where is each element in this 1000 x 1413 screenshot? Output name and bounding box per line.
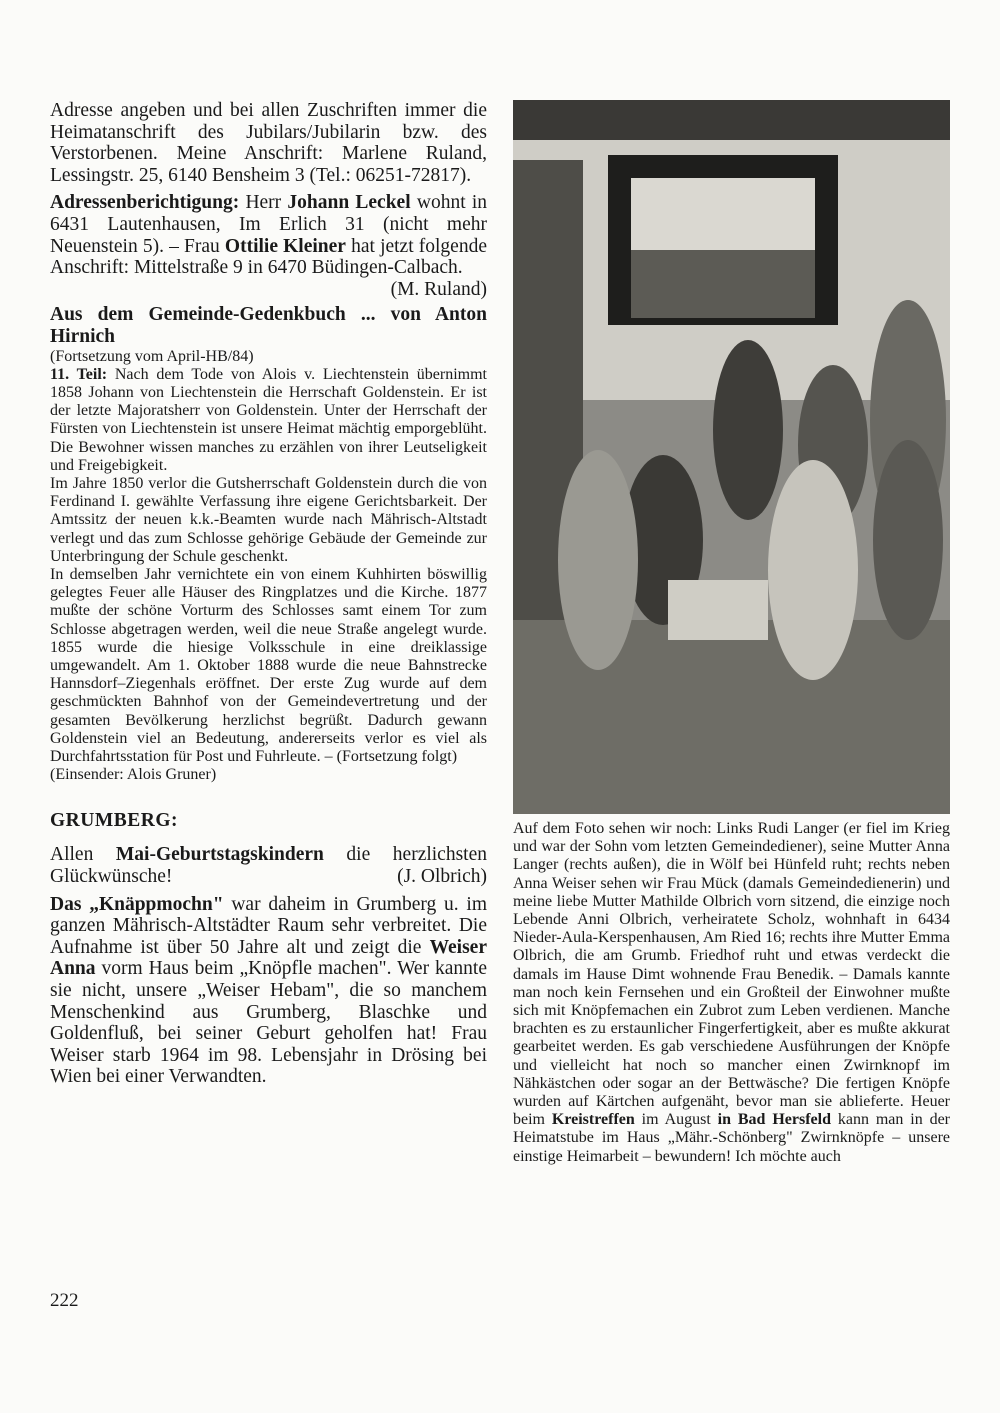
- text-span: kann man in der Heimatstube im Haus „Mähr.-Schönberg" Zwirnknöpfe – unsere einstige Heimarbeit – bewundern! Ich möchte auch: [513, 1111, 951, 1165]
- text-span: war daheim in Grumberg u. im ganzen Mährisch-Altstädter Raum sehr verbreitet. Die Aufnahme ist über 50 Jahre alt und zeigt die: [50, 893, 487, 958]
- photo-caption: [513, 820, 950, 1166]
- article-heading: Aus dem Gemeinde-Gedenkbuch ... von Anton Hirnich: [50, 304, 487, 347]
- bold-text: Adressenberichtigung:: [50, 192, 240, 214]
- text-span: Auf dem Foto sehen wir noch: Links Rudi Langer (er fiel im Krieg und war der Sohn vom letzten Gemeindediener), seine Mutter Anna Langer (rechts außen), die in Wölf bei Hünfeld ruht; rechts neben Anna Weiser sehen wir Frau Mück (damals Gemeindedienerin) und meine liebe Mutter Mathilde Olbrich vorn sitzend, die einzige noch Lebende Anni Olbrich, verheiratete Scholz, wohnhaft in 6434 Nieder-Aula-Kerspenhausen, Am Ried 16; rechts ihre Mutter Emma Olbrich, die am Grumb. Friedhof ruht und etwas verdeckt die damals im Hause Dimt wohnende Frau Benedik. – Damals kannte man noch kein Fernsehen und ein Großteil der Einwohner mußte sich mit Knöpfemachen ein Zubrot zum Leben verdienen. Manche brachten es zu erstaunlicher Fingerfertigkeit, aber es mußte akkurat gearbeitet werden. Es gab verschiedene Ausführungen der Knöpfe und vielleicht hat noch so mancher einen Zwirnknopf im Nähkästchen oder sogar an der Bettwäsche? Die fertigen Knöpfe wurden auf Kärtchen aufgenäht, bevor man sie ablieferte. Heuer beim: [513, 820, 950, 1129]
- bold-text: Kreistreffen: [551, 1111, 635, 1129]
- text-span: im August: [634, 1111, 718, 1129]
- text-span: hat jetzt folgende Anschrift: Mittelstraße 9 in 6470 Büdingen-Calbach.: [50, 235, 487, 279]
- bold-name: Ottilie Kleiner: [224, 235, 346, 257]
- sender-note: (Einsender: Alois Gruner): [50, 766, 217, 784]
- signature: (M. Ruland): [390, 278, 487, 300]
- address-paragraph: Adresse angeben und bei allen Zuschriften immer die Heimatanschrift des Jubilars/Jubilarin bzw. des Verstorbenen. Meine Anschrift: Marlene Ruland, Lessingstr. 25, 6140 Bensheim 3 (Tel.: 06251-72817).: [50, 100, 487, 186]
- bold-text: 11. Teil:: [50, 365, 108, 383]
- left-column: [50, 100, 487, 1088]
- signature: (J. Olbrich): [397, 866, 487, 887]
- address-correction-paragraph: [50, 192, 487, 278]
- bold-text: in Bad Hersfeld: [717, 1111, 831, 1129]
- section-title: GRUMBERG:: [50, 810, 178, 832]
- article-paragraph: Im Jahre 1850 verlor die Gutsherrschaft Goldenstein durch die von Ferdinand I. gewählte Verfassung ihre eigene Gerichtsbarkeit. Der Amtssitz der neuen k.k.-Beamten wurde nach Mährisch-Altstadt verlegt und das zum Schlosse gehörige Gebäude der Gemeinde zur Unterbringung der Schule geschenkt.: [50, 474, 487, 565]
- knaeppmochn-paragraph: [50, 894, 487, 1088]
- text-span: Nach dem Tode von Alois v. Liechtenstein übernimmt 1858 Johann von Liechtenstein die Herrschaft Goldenstein. Er ist der letzte Majoratsherr von Goldenstein. Unter der Herrschaft der Fürsten von Liechtenstein ist unsere Heimat mächtig emporgeblüht. Die Bewohner wissen manches zu erzählen von ihrer Leutseligkeit und Freigebigkeit.: [50, 365, 488, 474]
- bold-text: Das „Knäppmochn": [50, 893, 224, 915]
- bold-name: Johann Leckel: [287, 192, 411, 214]
- group-photo: [513, 100, 950, 814]
- right-column: [513, 100, 950, 1166]
- article-paragraph: In demselben Jahr vernichtete ein von einem Kuhhirten böswillig gelegtes Feuer alle Häuser des Ringplatzes und die Kirche. 1877 mußte der schöne Vorturm des Schlosses samt einem Tor zum Schlosse abgetragen werden, weil die neue Straße angelegt wurde. 1855 wurde die hiesige Volksschule in eine dreiklassige umgewandelt. Am 1. Oktober 1888 wurde die neue Bahnstrecke Hannsdorf–Ziegenhals eröffnet. Der erste Zug wurde auf dem geschmückten Bahnhof von der Gemeindevertretung und der gesamten Bevölkerung herzlichst begrüßt. Dadurch gewann Goldenstein viel an Bedeutung, andererseits verlor es viel als Durchfahrtsstation für Post und Fuhrleute. – (Fortsetzung folgt): [50, 565, 487, 765]
- text-span: Herr: [239, 192, 288, 214]
- bold-name: Weiser Anna: [50, 936, 487, 980]
- article-paragraph: [50, 366, 487, 475]
- text-span: vorm Haus beim „Knöpfle machen". Wer kannte sie nicht, unsere „Weiser Hebam", die so manchem Menschenkind aus Grumberg, Blaschke und Goldenfluß, bei seiner Geburt geholfen hat! Frau Weiser starb 1964 im 98. Lebensjahr in Drösing bei Wien bei einer Verwandten.: [50, 958, 487, 1088]
- text-span: Allen: [50, 844, 116, 866]
- text-span: wohnt in 6431 Lautenhausen, Im Erlich 31 (nicht mehr Neuenstein 5). – Frau: [50, 192, 487, 257]
- page-number: 222: [50, 1290, 79, 1311]
- continuation-note: (Fortsetzung vom April-HB/84): [50, 347, 254, 365]
- text-span: die herzlichsten Glückwünsche!: [50, 844, 488, 887]
- bold-text: Mai-Geburtstagskindern: [115, 844, 324, 866]
